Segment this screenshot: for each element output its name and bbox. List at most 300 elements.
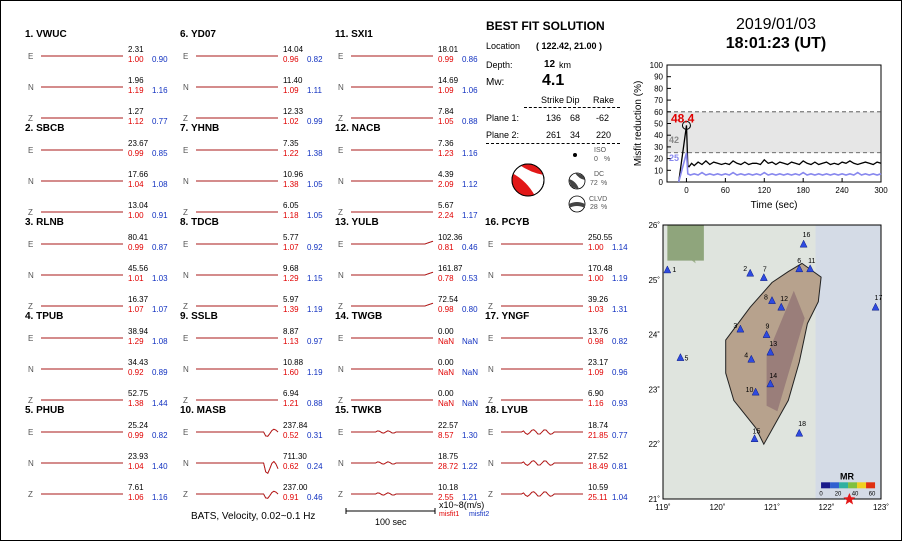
misfit2-value: 0.88 — [462, 117, 478, 126]
amplitude-value: 11.40 — [283, 76, 303, 85]
misfit2-value: 0.82 — [612, 337, 628, 346]
component-label: Z — [183, 302, 188, 311]
misfit2-value: 0.89 — [152, 368, 168, 377]
misfit2-value: 0.86 — [462, 55, 478, 64]
misfit2-value: 1.12 — [462, 180, 478, 189]
misfit1-value: 1.09 — [283, 86, 299, 95]
component-label: E — [338, 146, 344, 155]
misfit1-value: 28.72 — [438, 462, 459, 471]
component-label: Z — [338, 114, 343, 123]
plane-footer-rule — [486, 143, 620, 144]
focal-mechanism-beachball — [509, 161, 547, 199]
amplitude-value: 13.04 — [128, 201, 149, 210]
lon-label: 120˚ — [709, 503, 726, 512]
amplitude-value: 4.39 — [438, 170, 454, 179]
misfit1-value: 1.16 — [588, 399, 604, 408]
amplitude-value: 7.35 — [283, 139, 299, 148]
component-label: N — [338, 365, 344, 374]
component-label: Z — [183, 208, 188, 217]
y-tick-label: 60 — [654, 107, 663, 117]
misfit1-value: 1.29 — [128, 337, 144, 346]
misfit2-value: 1.05 — [307, 180, 323, 189]
solution-title: BEST FIT SOLUTION — [486, 19, 605, 33]
map-deep-sea — [816, 225, 881, 499]
misfit1-value: 0.99 — [128, 431, 144, 440]
misfit2-value: 1.16 — [462, 149, 478, 158]
component-label: E — [28, 146, 34, 155]
component-label: N — [183, 365, 189, 374]
plane-header-strike: Strike — [541, 95, 565, 105]
misfit1-value: 1.00 — [588, 274, 604, 283]
component-label: N — [28, 459, 34, 468]
amplitude-value: 23.67 — [128, 139, 149, 148]
component-label: Z — [338, 396, 343, 405]
misfit2-value: 1.07 — [152, 305, 168, 314]
amplitude-value: 14.04 — [283, 45, 304, 54]
component-label: E — [338, 52, 344, 61]
filter-caption: BATS, Velocity, 0.02~0.1 Hz — [191, 511, 316, 522]
best-mr-annotation: 48.4 — [671, 111, 695, 126]
clvd-label: CLVD — [589, 196, 608, 203]
amplitude-value: 34.43 — [128, 358, 149, 367]
misfit1-value: 1.03 — [588, 305, 604, 314]
time-scale-label: 100 sec — [375, 517, 407, 527]
component-label: Z — [28, 490, 33, 499]
station-number-label: 3 — [733, 323, 738, 331]
lat-label: 24˚ — [648, 330, 660, 340]
lat-label: 22˚ — [648, 440, 660, 450]
component-label: N — [28, 365, 34, 374]
component-label: N — [183, 459, 189, 468]
plane-header-rule — [524, 107, 620, 108]
location-value: ( 122.42, 21.00 ) — [536, 41, 603, 51]
misfit2-value: 1.03 — [152, 274, 168, 283]
station-number-label: 13 — [769, 341, 778, 349]
misfit2-value: 0.81 — [612, 462, 628, 471]
mainland-coast-north — [667, 225, 704, 261]
amplitude-value: 5.77 — [283, 233, 299, 242]
station-title: 7. YHNB — [180, 123, 220, 134]
component-label: E — [183, 240, 189, 249]
amplitude-value: 10.18 — [438, 483, 459, 492]
x-tick-label: 180 — [796, 186, 810, 195]
station-number-label: 5 — [684, 355, 689, 363]
misfit2-value: 0.24 — [307, 462, 323, 471]
amplitude-value: 80.41 — [128, 233, 149, 242]
amplitude-value: 5.67 — [438, 201, 454, 210]
amplitude-value: 1.27 — [128, 107, 144, 116]
mr-annotation-25: 25 — [669, 152, 680, 163]
component-label: N — [28, 271, 34, 280]
amplitude-value: 16.37 — [128, 295, 149, 304]
y-tick-label: 0 — [658, 178, 663, 187]
misfit2-value: 1.08 — [152, 180, 168, 189]
misfit2-value: 1.21 — [462, 493, 478, 502]
misfit2-value: 0.92 — [307, 243, 323, 252]
lon-label: 121˚ — [763, 503, 781, 512]
misfit1-legend: misfit1 — [439, 511, 460, 518]
amplitude-value: 14.69 — [438, 76, 459, 85]
misfit1-value: 1.12 — [128, 117, 144, 126]
amplitude-value: 0.00 — [438, 327, 454, 336]
misfit1-value: 0.78 — [438, 274, 454, 283]
station-number-label: 1 — [672, 266, 677, 274]
amplitude-value: 6.90 — [588, 389, 604, 398]
amplitude-value: 161.87 — [438, 264, 463, 273]
misfit2-value: 1.17 — [462, 211, 478, 220]
station-number-label: 6 — [797, 257, 802, 265]
misfit1-value: 0.81 — [438, 243, 454, 252]
depth-value: 12 — [544, 59, 556, 70]
lon-label: 122˚ — [818, 503, 835, 512]
misfit1-value: 1.18 — [283, 211, 299, 220]
dc-label: DC — [594, 171, 605, 178]
misfit1-value: 1.09 — [588, 368, 604, 377]
station-title: 12. NACB — [335, 123, 381, 134]
mr-series-lower — [679, 153, 881, 182]
synthetic-waveform — [196, 462, 278, 474]
misfit1-value: 1.19 — [128, 86, 144, 95]
misfit1-value: NaN — [438, 368, 455, 377]
component-label: Z — [28, 396, 33, 405]
misfit1-value: 0.99 — [128, 243, 144, 252]
misfit2-value: 1.14 — [612, 243, 628, 252]
synthetic-waveform — [351, 431, 433, 433]
misfit-reduction-chart — [629, 59, 891, 217]
event-date: 2019/01/03 — [735, 16, 817, 33]
component-label: Z — [183, 490, 188, 499]
misfit1-value: 8.57 — [438, 431, 454, 440]
misfit2-value: 1.06 — [462, 86, 478, 95]
misfit2-legend: misfit2 — [469, 511, 490, 518]
station-title: 11. SXI1 — [335, 29, 373, 40]
misfit2-value: 0.87 — [152, 243, 168, 252]
station-number-label: 2 — [743, 266, 748, 274]
amplitude-value: 45.56 — [128, 264, 149, 273]
amplitude-value: 170.48 — [588, 264, 613, 273]
lat-label: 26˚ — [648, 221, 660, 230]
dc-unit: % — [601, 180, 608, 187]
misfit2-value: 1.30 — [462, 431, 478, 440]
lat-label: 23˚ — [648, 385, 660, 395]
plane-header-rake: Rake — [593, 95, 615, 105]
mr-legend-tick: 0 — [819, 491, 823, 498]
mr-legend-swatch — [848, 482, 857, 488]
component-label: Z — [183, 396, 188, 405]
station-title: 4. TPUB — [25, 311, 64, 322]
synthetic-waveform — [501, 492, 583, 497]
amplitude-value: 10.88 — [283, 358, 304, 367]
amplitude-value: 10.59 — [588, 483, 609, 492]
station-title: 10. MASB — [180, 405, 227, 416]
misfit2-value: 1.15 — [307, 274, 323, 283]
component-label: N — [183, 83, 189, 92]
plane2-label: Plane 2: — [486, 130, 520, 140]
misfit1-value: 25.11 — [588, 493, 608, 502]
misfit2-value: 0.82 — [307, 55, 323, 64]
amplitude-value: 18.01 — [438, 45, 459, 54]
misfit2-value: 1.19 — [307, 368, 323, 377]
component-label: Z — [183, 114, 188, 123]
mr-legend-swatch — [830, 482, 839, 488]
plane2-strike: 261 — [546, 130, 562, 140]
misfit2-value: 1.04 — [612, 493, 628, 502]
amplitude-value: 27.52 — [588, 452, 609, 461]
misfit2-value: 1.40 — [152, 462, 168, 471]
component-label: E — [183, 334, 189, 343]
component-label: N — [338, 177, 344, 186]
amplitude-value: 237.00 — [283, 483, 308, 492]
misfit2-value: 1.08 — [152, 337, 168, 346]
misfit2-value: 0.53 — [462, 274, 478, 283]
component-label: Z — [338, 208, 343, 217]
station-title: 18. LYUB — [485, 405, 528, 416]
component-label: E — [183, 146, 189, 155]
misfit2-value: 0.97 — [307, 337, 323, 346]
y-tick-label: 70 — [654, 96, 663, 106]
component-label: E — [488, 334, 494, 343]
misfit1-value: 0.98 — [588, 337, 604, 346]
lat-label: 21˚ — [648, 495, 660, 504]
mr-legend-swatch — [839, 482, 848, 488]
amplitude-value: 18.74 — [588, 421, 609, 430]
component-label: E — [488, 240, 494, 249]
station-number-label: 12 — [780, 296, 789, 304]
y-tick-label: 50 — [654, 119, 663, 129]
misfit2-value: 0.82 — [152, 431, 168, 440]
amplitude-value: 711.30 — [283, 452, 307, 461]
component-label: N — [488, 271, 494, 280]
misfit2-value: 1.11 — [307, 86, 322, 95]
station-title: 3. RLNB — [25, 217, 64, 228]
misfit1-value: 0.91 — [283, 493, 299, 502]
amplitude-value: 0.00 — [438, 389, 454, 398]
misfit1-value: 1.09 — [438, 86, 454, 95]
misfit1-value: 0.52 — [283, 431, 299, 440]
component-label: E — [338, 428, 344, 437]
station-title: 16. PCYB — [485, 217, 530, 228]
synthetic-waveform — [351, 493, 433, 495]
misfit2-value: 0.80 — [462, 305, 478, 314]
amplitude-value: 250.55 — [588, 233, 613, 242]
amplitude-value: 8.87 — [283, 327, 299, 336]
station-number-label: 17 — [874, 295, 883, 303]
component-label: N — [488, 459, 494, 468]
station-title: 5. PHUB — [25, 405, 65, 416]
misfit2-value: 0.93 — [612, 399, 628, 408]
component-label: E — [28, 52, 34, 61]
units-label: x10~8(m/s) — [439, 500, 485, 510]
component-label: N — [338, 271, 344, 280]
x-axis-label: Time (sec) — [750, 200, 798, 211]
misfit2-value: 0.91 — [152, 211, 168, 220]
y-tick-label: 20 — [654, 154, 663, 164]
lon-label: 119˚ — [655, 503, 671, 512]
misfit1-value: 0.92 — [128, 368, 144, 377]
amplitude-value: 17.66 — [128, 170, 149, 179]
misfit1-value: 2.24 — [438, 211, 454, 220]
station-number-label: 11 — [808, 257, 816, 265]
observed-waveform — [351, 272, 433, 275]
station-title: 9. SSLB — [180, 311, 218, 322]
mr-legend-swatch — [821, 482, 830, 488]
dc-value: 72 — [590, 180, 598, 187]
y-tick-label: 10 — [654, 166, 663, 176]
amplitude-value: 7.84 — [438, 107, 454, 116]
y-tick-label: 100 — [649, 61, 663, 70]
amplitude-value: 22.57 — [438, 421, 459, 430]
amplitude-value: 5.97 — [283, 295, 299, 304]
mr-legend-tick: 40 — [851, 491, 859, 498]
dc-ball — [567, 171, 587, 191]
misfit2-value: NaN — [462, 399, 479, 408]
component-label: E — [28, 240, 34, 249]
amplitude-value: 13.76 — [588, 327, 609, 336]
misfit1-value: 1.05 — [438, 117, 454, 126]
mr-legend-swatch — [857, 482, 866, 488]
misfit2-value: 1.16 — [152, 493, 168, 502]
misfit2-value: 0.96 — [612, 368, 628, 377]
amplitude-value: 9.68 — [283, 264, 299, 273]
component-label: N — [183, 271, 189, 280]
misfit2-value: 1.38 — [307, 149, 323, 158]
amplitude-value: 102.36 — [438, 233, 463, 242]
iso-ball — [572, 152, 578, 158]
mr-annotation-42: 42 — [669, 134, 680, 145]
station-number-label: 18 — [798, 421, 807, 429]
mw-value: 4.1 — [542, 72, 565, 89]
misfit2-value: 1.19 — [612, 274, 628, 283]
misfit1-value: 1.38 — [283, 180, 299, 189]
station-title: 6. YD07 — [180, 29, 216, 40]
misfit1-value: NaN — [438, 337, 455, 346]
synthetic-waveform — [196, 429, 278, 436]
misfit2-value: 1.31 — [612, 305, 628, 314]
misfit2-value: NaN — [462, 337, 479, 346]
x-tick-label: 240 — [835, 186, 849, 195]
misfit1-value: 1.38 — [128, 399, 144, 408]
component-label: Z — [338, 302, 343, 311]
y-tick-label: 30 — [654, 142, 663, 152]
clvd-value: 28 — [590, 204, 598, 211]
amplitude-value: 38.94 — [128, 327, 149, 336]
misfit2-value: 0.77 — [612, 431, 628, 440]
misfit1-value: 1.06 — [128, 493, 144, 502]
lat-label: 25˚ — [648, 275, 660, 285]
station-title: 15. TWKB — [335, 405, 382, 416]
amplitude-value: 2.31 — [128, 45, 144, 54]
depth-label: Depth: — [486, 60, 513, 70]
component-label: N — [488, 365, 494, 374]
misfit1-value: 1.29 — [283, 274, 299, 283]
component-label: Z — [28, 302, 33, 311]
misfit1-value: 1.00 — [588, 243, 604, 252]
amplitude-value: 10.96 — [283, 170, 304, 179]
y-tick-label: 90 — [654, 72, 663, 82]
misfit1-value: 0.99 — [128, 149, 144, 158]
amplitude-value: 7.61 — [128, 483, 144, 492]
mr-legend-tick: 60 — [868, 491, 876, 498]
station-number-label: 9 — [765, 323, 770, 331]
iso-unit: % — [604, 156, 611, 163]
component-label: N — [183, 177, 189, 186]
misfit1-value: 1.00 — [128, 211, 144, 220]
station-number-label: 15 — [752, 428, 761, 436]
misfit2-value: 0.77 — [152, 117, 168, 126]
component-label: E — [28, 428, 34, 437]
station-title: 1. VWUC — [25, 29, 67, 40]
amplitude-value: 1.96 — [128, 76, 144, 85]
misfit1-value: 1.07 — [283, 243, 299, 252]
event-time: 18:01:23 (UT) — [725, 35, 827, 52]
plane2-rake: 220 — [596, 130, 612, 140]
misfit1-value: NaN — [438, 399, 455, 408]
misfit1-value: 1.60 — [283, 368, 299, 377]
synthetic-waveform — [501, 430, 583, 435]
plane-header-dip: Dip — [566, 95, 580, 105]
component-label: N — [338, 459, 344, 468]
misfit2-value: 1.05 — [307, 211, 323, 220]
mw-label: Mw: — [486, 77, 505, 88]
misfit1-value: 0.98 — [438, 305, 454, 314]
iso-label: ISO — [594, 147, 607, 154]
component-label: Z — [28, 208, 33, 217]
amplitude-value: 52.75 — [128, 389, 149, 398]
station-number-label: 16 — [802, 232, 811, 240]
misfit1-value: 1.01 — [128, 274, 144, 283]
station-map — [641, 221, 891, 521]
station-title: 8. TDCB — [180, 217, 219, 228]
component-label: N — [28, 177, 34, 186]
component-label: E — [338, 240, 344, 249]
solution-block — [486, 19, 626, 219]
amplitude-value: 72.54 — [438, 295, 459, 304]
misfit1-value: 0.62 — [283, 462, 299, 471]
misfit1-value: 1.00 — [128, 55, 144, 64]
clvd-unit: % — [601, 204, 608, 211]
lon-label: 123˚ — [872, 503, 890, 512]
plane1-strike: 136 — [546, 113, 562, 123]
misfit2-value: NaN — [462, 368, 479, 377]
misfit2-value: 1.44 — [152, 399, 168, 408]
synthetic-waveform — [196, 491, 278, 498]
misfit1-value: 2.55 — [438, 493, 454, 502]
observed-waveform — [351, 241, 433, 244]
plane2-dip: 34 — [570, 130, 581, 140]
synthetic-waveform — [351, 462, 433, 464]
y-tick-label: 40 — [654, 131, 663, 141]
misfit2-value: 1.22 — [462, 462, 478, 471]
amplitude-value: 6.94 — [283, 389, 299, 398]
amplitude-value: 12.33 — [283, 107, 304, 116]
amplitude-value: 39.26 — [588, 295, 609, 304]
station-number-label: 10 — [745, 387, 754, 395]
misfit2-value: 0.88 — [307, 399, 323, 408]
station-number-label: 14 — [769, 372, 778, 380]
station-number-label: 8 — [764, 294, 768, 302]
location-label: Location — [486, 41, 521, 51]
observed-waveform — [351, 303, 433, 306]
x-tick-label: 0 — [684, 186, 689, 195]
component-label: E — [488, 428, 494, 437]
component-label: N — [338, 83, 344, 92]
misfit1-value: 1.04 — [128, 462, 144, 471]
misfit1-value: 1.23 — [438, 149, 454, 158]
synthetic-waveform — [501, 461, 583, 466]
component-label: Z — [488, 396, 493, 405]
misfit1-value: 2.09 — [438, 180, 454, 189]
misfit1-value: 1.21 — [283, 399, 299, 408]
